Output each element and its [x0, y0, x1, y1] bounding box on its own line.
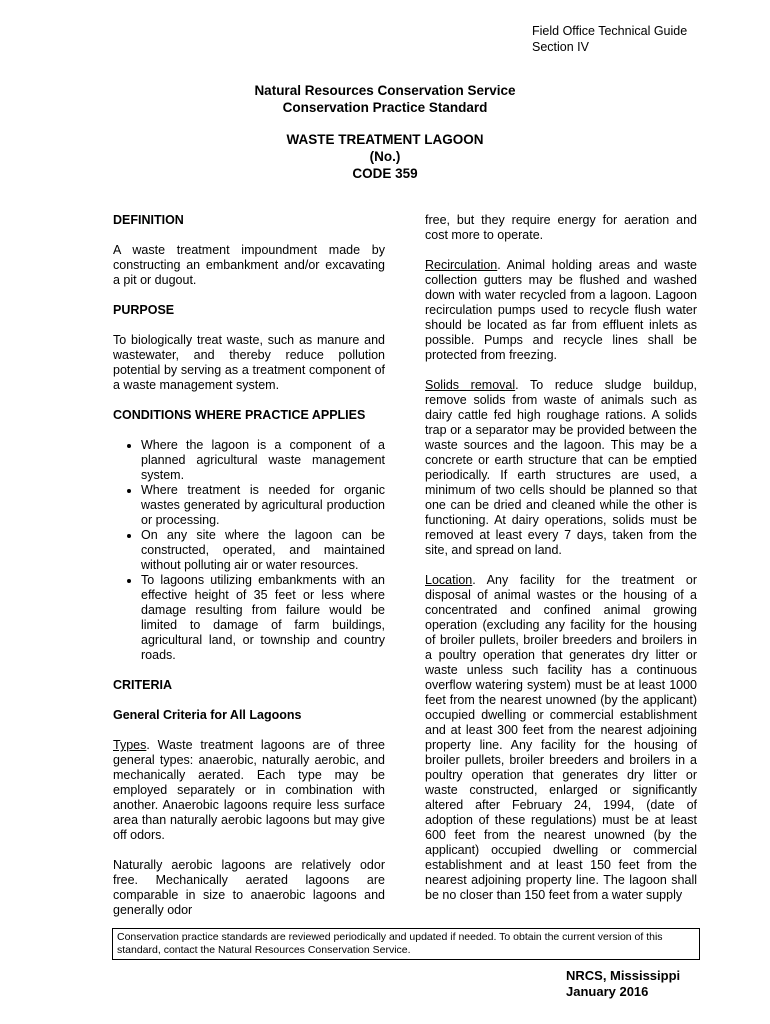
list-item: • Where treatment is needed for organic wastes generated by agricultural production or processing.: [141, 483, 385, 528]
solids-paragraph: [425, 378, 697, 558]
definition-heading: DEFINITION: [113, 213, 184, 227]
right-column: [425, 213, 697, 918]
agency-name: Natural Resources Conservation Service: [254, 83, 516, 98]
header-guide-title: Field Office Technical Guide: [532, 24, 688, 38]
practice-name: WASTE TREATMENT LAGOON: [286, 132, 484, 147]
purpose-text: To biologically treat waste, such as manure and wastewater, and thereby reduce pollution potential by serving as a treatment component of a waste management system.: [113, 333, 385, 392]
document-type: Conservation Practice Standard: [282, 100, 488, 115]
footer-office: NRCS, Mississippi: [566, 968, 681, 983]
recirculation-label: Recirculation: [425, 258, 498, 272]
page-header: [532, 23, 687, 55]
conditions-list: [113, 438, 385, 663]
list-item: • To lagoons utilizing embankments with an effective height of 35 feet or less where damage resulting from failure would be limited to damage of farm buildings, agricultural land, or township and country roads.: [141, 573, 385, 663]
conditions-heading: CONDITIONS WHERE PRACTICE APPLIES: [113, 408, 366, 422]
solids-label: Solids removal: [425, 378, 516, 392]
types-text: . Waste treatment lagoons are of three general types: anaerobic, naturally aerobic, and mechanically aerated. Each type may be employed separately or in combination with another. Anaerobic lagoons require less surface area than naturally aerobic lagoons but may give off odors.: [113, 738, 385, 842]
standards-notice: Conservation practice standards are reviewed periodically and updated if needed. To obtain the current version of this standard, contact the Natural Resources Conservation Service.: [112, 928, 700, 960]
header-section: Section IV: [532, 40, 589, 54]
definition-text: A waste treatment impoundment made by constructing an embankment and/or excavating a pit or dugout.: [113, 243, 385, 287]
solids-text: . To reduce sludge buildup, remove solids from waste of animals such as dairy cattle fed high roughage rations. A solids trap or a separator may be provided between the waste sources and the lagoon. This may be a concrete or earth structure that can be emptied periodically. If earth structures are used, a minimum of two cells should be planned so that one can be dried and cleaned while the other is functioning. At dairy operations, solids must be removed at least every 7 days, taken from the site, and spread on land.: [425, 378, 698, 557]
left-column: [113, 213, 385, 933]
list-item: • On any site where the lagoon can be constructed, operated, and maintained without polluting air or water resources.: [141, 528, 385, 573]
footer-date: January 2016: [566, 984, 649, 999]
recirculation-text: . Animal holding areas and waste collection gutters may be flushed and washed down with water recycled from a lagoon. Lagoon recirculation pumps used to recycle flush water should be located as far from effluent inlets as possible. Pumps and recycle lines shall be protected from freezing.: [425, 258, 697, 362]
types-paragraph: [113, 738, 385, 843]
recirculation-paragraph: [425, 258, 697, 363]
continued-paragraph: free, but they require energy for aeration and cost more to operate.: [425, 213, 697, 242]
page-footer: [566, 968, 680, 1000]
document-title: [0, 82, 770, 182]
list-item: • Where the lagoon is a component of a planned agricultural waste management system.: [141, 438, 385, 483]
practice-code: CODE 359: [352, 166, 418, 181]
general-criteria-heading: General Criteria for All Lagoons: [113, 708, 302, 722]
location-label: Location: [425, 573, 473, 587]
types-label: Types: [113, 738, 147, 752]
aerobic-paragraph: Naturally aerobic lagoons are relatively odor free. Mechanically aerated lagoons are comparable in size to anaerobic lagoons and generally odor: [113, 858, 385, 917]
location-text: . Any facility for the treatment or disposal of animal wastes or the housing of a concentrated and confined animal growing operation (excluding any facility for the housing of broiler pullets, broiler breeders and broilers in a poultry operation that generates dry litter or waste unless such facility has a continuous overflow watering system) must be at least 1000 feet from the nearest unowned (by the applicant) occupied dwelling or commercial establishment and at least 300 feet from the nearest adjoining property line. Any facility for the housing of broiler pullets, broiler breeders and broilers in a poultry operation that generates dry litter or waste constructed, enlarged or significantly altered after February 24, 1994, (date of adoption of these regulations) must be at least 600 feet from the nearest unowned (by the applicant) occupied dwelling or commercial establishment and at least 150 feet from the nearest adjoining property line. The lagoon shall be no closer than 150 feet from a water supply: [425, 573, 697, 902]
purpose-heading: PURPOSE: [113, 303, 175, 317]
location-paragraph: [425, 573, 697, 903]
practice-number: (No.): [369, 149, 401, 164]
criteria-heading: CRITERIA: [113, 678, 173, 692]
